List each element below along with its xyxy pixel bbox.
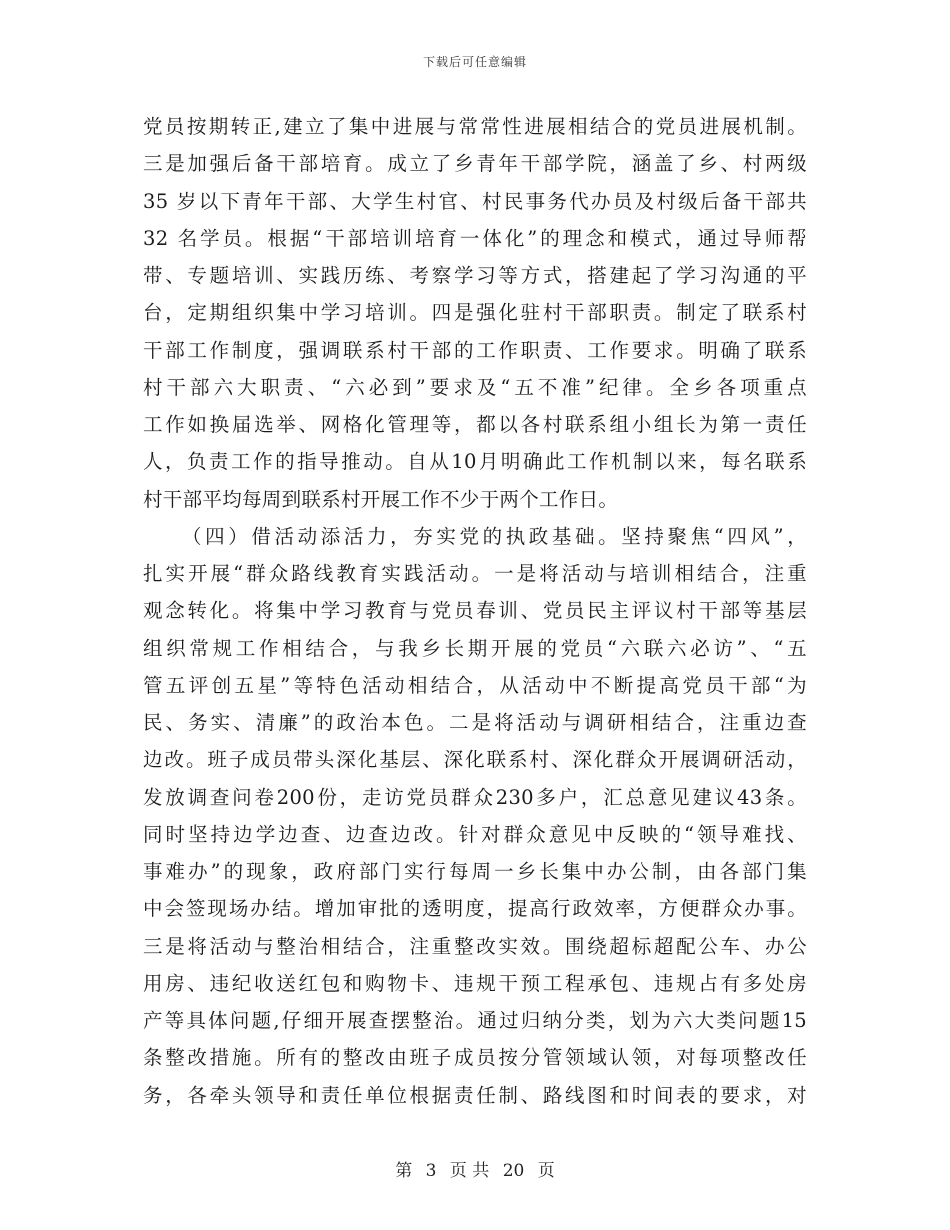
text-line: 事难办”的现象，政府部门实行每周一乡长集中办公制，由各部门集 (143, 860, 807, 883)
text-line: 观念转化。将集中学习教育与党员春训、党员民主评议村干部等基层 (143, 599, 807, 623)
text-line: 人，负责工作的指导推动。自从10月明确此工作机制以来，每名联系 (143, 450, 807, 474)
text-line: （四）借活动添活力，夯实党的执政基础。坚持聚焦“四风”， (182, 524, 807, 548)
text-line: 台，定期组织集中学习培训。四是强化驻村干部职责。制定了联系村 (143, 301, 807, 325)
text-line: 带、专题培训、实践历练、考察学习等方式，搭建起了学习沟通的平 (143, 264, 807, 287)
text-line: 管五评创五星”等特色活动相结合，从活动中不断提高党员干部“为 (143, 673, 807, 697)
text-line: 边改。班子成员带头深化基层、深化联系村、深化群众开展调研活动， (143, 748, 807, 772)
header-note: 下载后可任意编辑 (422, 55, 527, 69)
text-line: 务，各牵头领导和责任单位根据责任制、路线图和时间表的要求，对 (143, 1083, 807, 1107)
text-line: 用房、违纪收送红包和购物卡、违规干预工程承包、违规占有多处房 (143, 971, 807, 995)
page-footer (0, 1156, 950, 1181)
text-line: 32 名学员。根据“干部培训培育一体化”的理念和模式，通过导师帮 (143, 226, 807, 250)
text-line: 村干部六大职责、“六必到”要求及“五不准”纪律。全乡各项重点 (143, 375, 807, 399)
text-line: 条整改措施。所有的整改由班子成员按分管领域认领，对每项整改任 (143, 1046, 807, 1070)
text-line: 村干部平均每周到联系村开展工作不少于两个工作日。 (143, 487, 619, 511)
paragraph-2 (143, 518, 807, 1114)
current-page-number: 3 (425, 1161, 437, 1181)
text-line: 三是加强后备干部培育。成立了乡青年干部学院，涵盖了乡、村两级 (143, 152, 807, 176)
footer-prefix: 第 (395, 1161, 413, 1181)
text-line: 中会签现场办结。增加审批的透明度，提高行政效率，方便群众办事。 (143, 897, 807, 921)
text-line: 党员按期转正,建立了集中进展与常常性进展相结合的党员进展机制。 (143, 115, 807, 138)
text-line: 干部工作制度，强调联系村干部的工作职责、工作要求。明确了联系 (143, 338, 807, 362)
text-line: 发放调查问卷200份，走访党员群众230多户，汇总意见建议43条。 (143, 785, 807, 809)
text-line: 扎实开展“群众路线教育实践活动。一是将活动与培训相结合，注重 (143, 562, 807, 585)
body-text (143, 108, 807, 1114)
text-line: 产等具体问题,仔细开展查摆整治。通过归纳分类，划为六大类问题15 (143, 1009, 807, 1032)
text-line: 民、务实、清廉”的政治本色。二是将活动与调研相结合，注重边查 (143, 711, 807, 734)
text-line: 组织常规工作相结合，与我乡长期开展的党员“六联六必访”、“五 (143, 636, 807, 660)
footer-middle: 页 共 (449, 1161, 490, 1181)
footer-suffix: 页 (537, 1161, 555, 1181)
text-line: 三是将活动与整治相结合，注重整改实效。围绕超标超配公车、办公 (143, 934, 807, 958)
total-pages-number: 20 (502, 1161, 525, 1181)
text-line: 工作如换届选举、网格化管理等，都以各村联系组小组长为第一责任 (143, 413, 807, 436)
text-line: 同时坚持边学边查、边查边改。针对群众意见中反映的“领导难找、 (143, 822, 807, 846)
paragraph-1 (143, 108, 807, 518)
text-line: 35 岁以下青年干部、大学生村官、村民事务代办员及村级后备干部共 (143, 189, 807, 213)
